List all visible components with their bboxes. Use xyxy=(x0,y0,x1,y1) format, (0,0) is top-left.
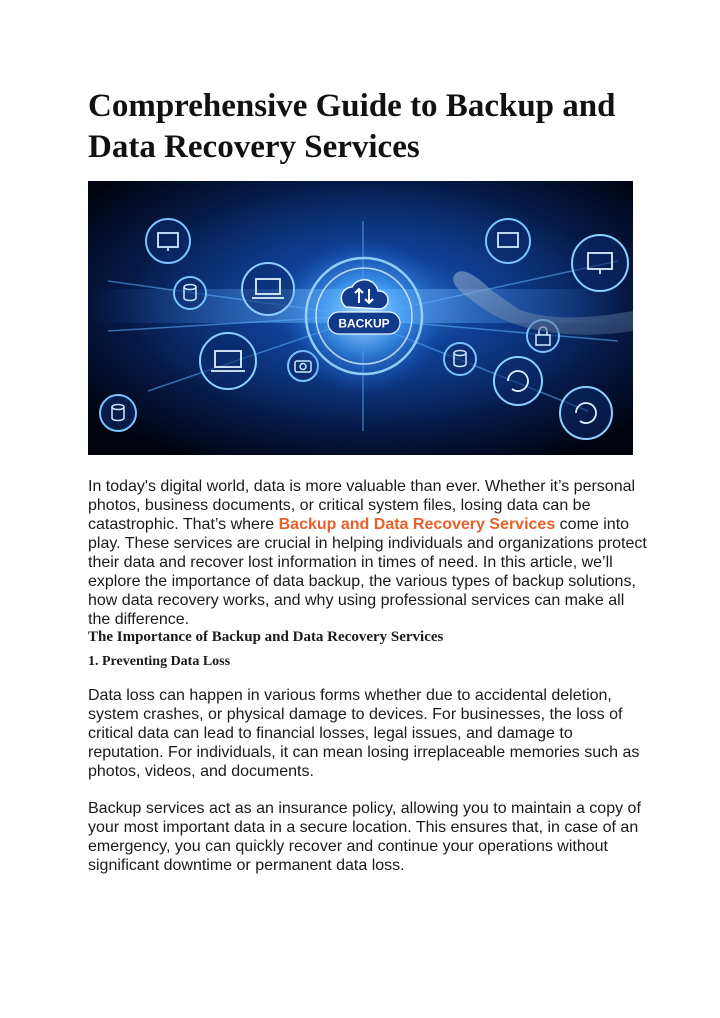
paragraph-data-loss: Data loss can happen in various forms whether due to accidental deletion, system crashes, or physical damage to devices. For businesses, the loss of critical data can lead to financial losses, legal issues, and damage to reputation. For individuals, it can mean losing irreplaceable memories such as photos, videos, and documents. xyxy=(88,687,640,780)
refresh-icon xyxy=(494,357,542,405)
backup-recovery-services-link[interactable]: Backup and Data Recovery Services xyxy=(278,516,556,533)
section-heading: The Importance of Backup and Data Recovery Services xyxy=(88,629,444,645)
paragraph-backup-services: Backup services act as an insurance policy, allowing you to maintain a copy of your most important data in a secure location. This ensures that, in case of an emergency, you can quickly recover and continue your operations without significant downtime or permanent data loss. xyxy=(88,800,641,874)
title-line-2: Data Recovery Services xyxy=(88,129,420,165)
monitor-icon xyxy=(486,219,530,263)
hero-image xyxy=(88,181,633,455)
refresh-icon xyxy=(560,387,612,439)
intro-text-after-link: come into play. These services are crucial in helping individuals and organizations protect their data and recover lost information in times of need. In this article, we’ll explore the importance of data backup, the various types of backup solutions, how data recovery works, and why using professional services can make all the difference. xyxy=(88,516,647,628)
title-line-1: Comprehensive Guide to Backup and xyxy=(88,88,616,124)
monitor-icon xyxy=(572,235,628,291)
hero-illustration xyxy=(88,181,633,455)
laptop-icon xyxy=(200,333,256,389)
backup-badge-label: BACKUP xyxy=(338,316,390,331)
intro-text-before-link: In today's digital world, data is more valuable than ever. Whether it’s personal photos, business documents, or critical system files, losing data can be catastrophic. That’s where xyxy=(88,478,636,533)
article-title xyxy=(88,86,648,168)
monitor-icon xyxy=(146,219,190,263)
subsection-number: 1. xyxy=(88,654,99,669)
intro-paragraph xyxy=(88,477,648,629)
subsection-title: Preventing Data Loss xyxy=(102,654,231,669)
database-icon xyxy=(444,343,476,375)
database-icon xyxy=(100,395,136,431)
database-icon xyxy=(174,277,206,309)
subsection-heading xyxy=(88,653,230,670)
